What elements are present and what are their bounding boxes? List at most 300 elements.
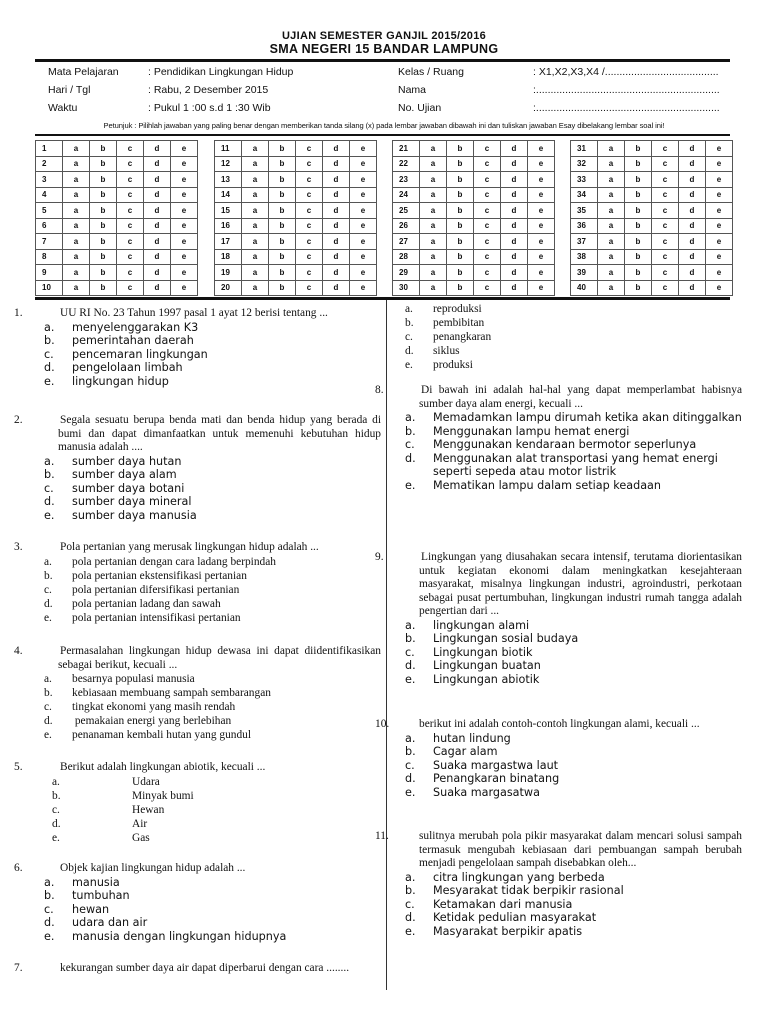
answer-option-c[interactable]: c: [652, 280, 679, 296]
option-letter: b.: [405, 632, 416, 646]
answer-option-d[interactable]: d: [679, 141, 706, 157]
answer-option-d[interactable]: d: [144, 203, 171, 219]
answer-option-b[interactable]: b: [447, 172, 474, 188]
option-text: penangkaran: [433, 331, 492, 343]
answer-option-d[interactable]: d: [323, 265, 350, 281]
answer-option-a[interactable]: a: [63, 172, 90, 188]
answer-option-e[interactable]: e: [528, 203, 555, 219]
answer-option-a[interactable]: a: [242, 172, 269, 188]
answer-option-e[interactable]: e: [706, 249, 733, 265]
option[interactable]: [36, 611, 381, 625]
answer-option-d[interactable]: d: [144, 187, 171, 203]
option[interactable]: [397, 925, 742, 939]
answer-option-d[interactable]: d: [501, 218, 528, 234]
question-options-continued: [397, 302, 742, 372]
option[interactable]: [36, 672, 381, 686]
answer-option-d[interactable]: d: [679, 156, 706, 172]
option[interactable]: [36, 775, 381, 789]
answer-option-b[interactable]: b: [269, 218, 296, 234]
answer-option-c[interactable]: c: [296, 249, 323, 265]
answer-option-c[interactable]: c: [652, 218, 679, 234]
answer-option-a[interactable]: a: [598, 265, 625, 281]
answer-option-b[interactable]: b: [90, 187, 117, 203]
answer-option-e[interactable]: e: [706, 172, 733, 188]
question-text: berikut ini adalah contoh-contoh lingkungan alami, kecuali ...: [419, 718, 700, 730]
option[interactable]: [397, 759, 742, 773]
option[interactable]: [36, 375, 381, 389]
option[interactable]: [397, 898, 742, 912]
answer-option-c[interactable]: c: [296, 234, 323, 250]
answer-option-e[interactable]: e: [171, 249, 198, 265]
answer-option-a[interactable]: a: [598, 280, 625, 296]
question-number: 1.: [14, 307, 23, 319]
answer-option-c[interactable]: c: [296, 280, 323, 296]
answer-option-a[interactable]: a: [242, 249, 269, 265]
option[interactable]: [397, 646, 742, 660]
answer-option-b[interactable]: b: [90, 141, 117, 157]
answer-option-b[interactable]: b: [269, 187, 296, 203]
question: [375, 551, 742, 686]
option[interactable]: [397, 659, 742, 673]
answer-option-c[interactable]: c: [652, 265, 679, 281]
answer-option-e[interactable]: e: [528, 156, 555, 172]
answer-option-b[interactable]: b: [269, 249, 296, 265]
answer-option-b[interactable]: b: [90, 265, 117, 281]
answer-option-b[interactable]: b: [90, 249, 117, 265]
answer-option-d[interactable]: d: [144, 265, 171, 281]
option[interactable]: [36, 686, 381, 700]
question: [375, 718, 742, 799]
info-value2[interactable]: :...............................................................: [533, 102, 720, 114]
answer-option-c[interactable]: c: [117, 203, 144, 219]
answer-option-e[interactable]: e: [528, 141, 555, 157]
answer-option-a[interactable]: a: [598, 141, 625, 157]
answer-option-e[interactable]: e: [350, 141, 377, 157]
option-letter: e.: [405, 359, 413, 371]
option[interactable]: [397, 884, 742, 898]
answer-option-b[interactable]: b: [447, 249, 474, 265]
answer-option-d[interactable]: d: [679, 249, 706, 265]
answer-option-e[interactable]: e: [706, 156, 733, 172]
answer-option-e[interactable]: e: [528, 249, 555, 265]
option[interactable]: [36, 321, 381, 335]
answer-option-a[interactable]: a: [63, 156, 90, 172]
answer-option-c[interactable]: c: [652, 172, 679, 188]
option[interactable]: [397, 302, 742, 316]
answer-option-b[interactable]: b: [269, 203, 296, 219]
option[interactable]: [36, 930, 381, 944]
answer-option-c[interactable]: c: [474, 172, 501, 188]
answer-option-a[interactable]: a: [242, 203, 269, 219]
option-letter: d.: [44, 361, 55, 375]
answer-option-d[interactable]: d: [501, 265, 528, 281]
option-text: Lingkungan sosial budaya: [433, 632, 579, 646]
answer-option-e[interactable]: e: [171, 141, 198, 157]
answer-option-d[interactable]: d: [679, 203, 706, 219]
answer-option-a[interactable]: a: [420, 203, 447, 219]
answer-option-e[interactable]: e: [171, 265, 198, 281]
option-letter: a.: [405, 870, 416, 884]
option[interactable]: [36, 361, 381, 375]
answer-option-d[interactable]: d: [323, 234, 350, 250]
answer-option-d[interactable]: d: [679, 280, 706, 296]
answer-option-a[interactable]: a: [63, 203, 90, 219]
answer-option-e[interactable]: e: [171, 280, 198, 296]
option-text: Gas: [132, 831, 150, 844]
option-text: Ketidak pedulian masyarakat: [433, 911, 597, 925]
answer-option-e[interactable]: e: [706, 141, 733, 157]
answer-option-e[interactable]: e: [706, 203, 733, 219]
answer-option-d[interactable]: d: [144, 280, 171, 296]
answer-option-d[interactable]: d: [679, 218, 706, 234]
answer-option-e[interactable]: e: [350, 265, 377, 281]
answer-number: 23: [393, 172, 420, 188]
answer-option-b[interactable]: b: [625, 265, 652, 281]
answer-option-c[interactable]: c: [296, 187, 323, 203]
answer-option-c[interactable]: c: [117, 280, 144, 296]
option[interactable]: [397, 358, 742, 372]
answer-option-e[interactable]: e: [171, 172, 198, 188]
option[interactable]: [36, 728, 381, 742]
answer-option-d[interactable]: d: [501, 156, 528, 172]
answer-option-b[interactable]: b: [625, 156, 652, 172]
answer-option-e[interactable]: e: [350, 280, 377, 296]
option[interactable]: [397, 745, 742, 759]
answer-option-d[interactable]: d: [323, 218, 350, 234]
option-text: Menggunakan kendaraan bermotor seperlunya: [433, 438, 697, 452]
option-text: Air: [132, 817, 148, 830]
answer-option-d[interactable]: d: [323, 172, 350, 188]
answer-option-c[interactable]: c: [474, 187, 501, 203]
answer-option-d[interactable]: d: [501, 234, 528, 250]
option-letter: c.: [44, 583, 52, 596]
option-letter: c.: [44, 902, 54, 916]
option[interactable]: [36, 583, 381, 597]
answer-option-b[interactable]: b: [269, 172, 296, 188]
answer-option-c[interactable]: c: [296, 218, 323, 234]
divider: [35, 59, 730, 62]
answer-option-b[interactable]: b: [447, 187, 474, 203]
answer-option-b[interactable]: b: [447, 234, 474, 250]
option[interactable]: [36, 468, 381, 482]
option[interactable]: [36, 817, 381, 831]
answer-option-a[interactable]: a: [420, 156, 447, 172]
answer-option-d[interactable]: d: [501, 141, 528, 157]
answer-option-b[interactable]: b: [625, 249, 652, 265]
answer-option-e[interactable]: e: [528, 172, 555, 188]
answer-option-d[interactable]: d: [323, 187, 350, 203]
answer-option-c[interactable]: c: [296, 203, 323, 219]
answer-option-e[interactable]: e: [350, 187, 377, 203]
answer-option-b[interactable]: b: [447, 280, 474, 296]
question-stem: [14, 307, 381, 321]
option-letter: d.: [44, 916, 55, 930]
option[interactable]: [397, 425, 742, 439]
answer-option-a[interactable]: a: [420, 172, 447, 188]
answer-option-c[interactable]: c: [652, 249, 679, 265]
answer-option-b[interactable]: b: [625, 203, 652, 219]
answer-number: 26: [393, 218, 420, 234]
option-letter: a.: [52, 775, 60, 788]
option[interactable]: [397, 330, 742, 344]
answer-option-c[interactable]: c: [652, 156, 679, 172]
answer-option-d[interactable]: d: [679, 234, 706, 250]
answer-option-d[interactable]: d: [144, 141, 171, 157]
option[interactable]: [397, 772, 742, 786]
option-text: pemerintahan daerah: [72, 334, 194, 348]
answer-option-b[interactable]: b: [90, 172, 117, 188]
answer-option-d[interactable]: d: [501, 187, 528, 203]
answer-option-b[interactable]: b: [447, 156, 474, 172]
answer-option-e[interactable]: e: [171, 203, 198, 219]
answer-option-b[interactable]: b: [90, 156, 117, 172]
option[interactable]: [397, 479, 742, 493]
answer-option-a[interactable]: a: [420, 187, 447, 203]
answer-option-c[interactable]: c: [652, 187, 679, 203]
answer-option-e[interactable]: e: [528, 265, 555, 281]
option[interactable]: [36, 495, 381, 509]
answer-option-a[interactable]: a: [598, 234, 625, 250]
answer-option-d[interactable]: d: [679, 187, 706, 203]
option[interactable]: [36, 831, 381, 845]
answer-option-d[interactable]: d: [144, 156, 171, 172]
answer-option-d[interactable]: d: [679, 172, 706, 188]
option[interactable]: [397, 673, 742, 687]
answer-option-a[interactable]: a: [598, 172, 625, 188]
answer-option-d[interactable]: d: [323, 280, 350, 296]
option[interactable]: [397, 452, 742, 479]
answer-option-c[interactable]: c: [117, 187, 144, 203]
answer-option-b[interactable]: b: [269, 141, 296, 157]
answer-option-b[interactable]: b: [269, 234, 296, 250]
answer-option-b[interactable]: b: [625, 141, 652, 157]
option[interactable]: [36, 876, 381, 890]
answer-option-a[interactable]: a: [242, 187, 269, 203]
option[interactable]: [397, 786, 742, 800]
answer-option-e[interactable]: e: [171, 218, 198, 234]
answer-option-c[interactable]: c: [474, 218, 501, 234]
answer-option-d[interactable]: d: [501, 249, 528, 265]
answer-option-d[interactable]: d: [323, 156, 350, 172]
option[interactable]: [397, 732, 742, 746]
answer-option-b[interactable]: b: [447, 203, 474, 219]
option-text: tingkat ekonomi yang masih rendah: [72, 701, 236, 713]
option[interactable]: [397, 344, 742, 358]
question-number: 3.: [14, 541, 23, 553]
option[interactable]: [36, 509, 381, 523]
answer-option-a[interactable]: a: [420, 265, 447, 281]
answer-option-b[interactable]: b: [447, 141, 474, 157]
answer-option-a[interactable]: a: [242, 265, 269, 281]
option[interactable]: [397, 632, 742, 646]
answer-option-a[interactable]: a: [598, 187, 625, 203]
option-text: pola pertanian intensifikasi pertanian: [72, 611, 241, 624]
answer-option-e[interactable]: e: [350, 218, 377, 234]
option[interactable]: [36, 569, 381, 583]
answer-option-b[interactable]: b: [625, 218, 652, 234]
answer-option-c[interactable]: c: [296, 265, 323, 281]
option-letter: a.: [405, 618, 416, 632]
answer-option-e[interactable]: e: [528, 234, 555, 250]
option[interactable]: [36, 455, 381, 469]
option-letter: d.: [44, 495, 55, 509]
answer-option-d[interactable]: d: [144, 249, 171, 265]
answer-option-d[interactable]: d: [501, 203, 528, 219]
answer-option-b[interactable]: b: [90, 280, 117, 296]
answer-option-c[interactable]: c: [117, 172, 144, 188]
answer-option-c[interactable]: c: [296, 172, 323, 188]
option[interactable]: [36, 700, 381, 714]
option-letter: b.: [405, 424, 416, 438]
answer-option-c[interactable]: c: [474, 249, 501, 265]
option[interactable]: [397, 911, 742, 925]
answer-option-b[interactable]: b: [269, 280, 296, 296]
answer-option-e[interactable]: e: [706, 265, 733, 281]
option[interactable]: [36, 334, 381, 348]
answer-option-d[interactable]: d: [501, 280, 528, 296]
answer-option-c[interactable]: c: [474, 203, 501, 219]
answer-option-c[interactable]: c: [296, 141, 323, 157]
answer-row: [36, 141, 198, 157]
answer-option-b[interactable]: b: [447, 218, 474, 234]
option-text: penanaman kembali hutan yang gundul: [72, 729, 252, 741]
answer-option-e[interactable]: e: [350, 234, 377, 250]
answer-option-a[interactable]: a: [420, 234, 447, 250]
option[interactable]: [36, 482, 381, 496]
answer-option-c[interactable]: c: [474, 280, 501, 296]
answer-option-e[interactable]: e: [528, 187, 555, 203]
answer-option-e[interactable]: e: [706, 234, 733, 250]
answer-option-d[interactable]: d: [144, 234, 171, 250]
answer-option-c[interactable]: c: [117, 141, 144, 157]
option-letter: a.: [44, 555, 52, 568]
answer-option-d[interactable]: d: [323, 141, 350, 157]
answer-option-c[interactable]: c: [652, 203, 679, 219]
option[interactable]: [36, 789, 381, 803]
answer-option-a[interactable]: a: [242, 234, 269, 250]
answer-option-a[interactable]: a: [242, 156, 269, 172]
answer-option-b[interactable]: b: [269, 265, 296, 281]
answer-option-a[interactable]: a: [242, 280, 269, 296]
answer-option-a[interactable]: a: [420, 249, 447, 265]
answer-option-a[interactable]: a: [420, 141, 447, 157]
answer-option-a[interactable]: a: [63, 218, 90, 234]
answer-option-a[interactable]: a: [63, 141, 90, 157]
answer-row: [571, 218, 733, 234]
answer-option-e[interactable]: e: [706, 187, 733, 203]
answer-option-a[interactable]: a: [63, 280, 90, 296]
answer-option-a[interactable]: a: [63, 234, 90, 250]
answer-option-e[interactable]: e: [350, 156, 377, 172]
answer-option-b[interactable]: b: [625, 280, 652, 296]
info-value2[interactable]: :...............................................................: [533, 84, 720, 96]
answer-option-c[interactable]: c: [474, 234, 501, 250]
answer-option-e[interactable]: e: [171, 187, 198, 203]
answer-option-c[interactable]: c: [117, 156, 144, 172]
option[interactable]: [397, 411, 742, 425]
answer-option-d[interactable]: d: [323, 249, 350, 265]
answer-option-d[interactable]: d: [323, 203, 350, 219]
answer-option-e[interactable]: e: [171, 156, 198, 172]
answer-option-a[interactable]: a: [598, 249, 625, 265]
answer-row: [215, 249, 377, 265]
answer-option-a[interactable]: a: [63, 249, 90, 265]
option[interactable]: [36, 348, 381, 362]
answer-option-b[interactable]: b: [90, 203, 117, 219]
answer-option-e[interactable]: e: [350, 249, 377, 265]
answer-option-a[interactable]: a: [420, 218, 447, 234]
option[interactable]: [397, 316, 742, 330]
info-value2[interactable]: : X1,X2,X3,X4 /.......................................: [533, 66, 719, 78]
answer-option-e[interactable]: e: [350, 172, 377, 188]
answer-option-c[interactable]: c: [296, 156, 323, 172]
answer-option-c[interactable]: c: [474, 265, 501, 281]
option-text: hutan lindung: [433, 731, 511, 745]
answer-option-c[interactable]: c: [117, 218, 144, 234]
answer-option-b[interactable]: b: [447, 265, 474, 281]
answer-option-c[interactable]: c: [652, 234, 679, 250]
option[interactable]: [36, 803, 381, 817]
option[interactable]: [36, 714, 381, 728]
divider: [35, 297, 730, 300]
answer-option-d[interactable]: d: [144, 218, 171, 234]
option[interactable]: [36, 916, 381, 930]
answer-option-e[interactable]: e: [171, 234, 198, 250]
answer-option-b[interactable]: b: [90, 234, 117, 250]
answer-option-c[interactable]: c: [117, 234, 144, 250]
option[interactable]: [36, 889, 381, 903]
answer-option-d[interactable]: d: [144, 172, 171, 188]
answer-option-b[interactable]: b: [625, 234, 652, 250]
option[interactable]: [36, 555, 381, 569]
answer-option-e[interactable]: e: [350, 203, 377, 219]
answer-option-a[interactable]: a: [420, 280, 447, 296]
answer-option-a[interactable]: a: [598, 218, 625, 234]
answer-option-e[interactable]: e: [706, 218, 733, 234]
option-letter: a.: [405, 731, 416, 745]
option[interactable]: [36, 597, 381, 611]
option-text: Mematikan lampu dalam setiap keadaan: [433, 478, 661, 492]
option[interactable]: [397, 438, 742, 452]
info-value: : Pukul 1 :00 s.d 1 :30 Wib: [148, 102, 271, 114]
answer-option-d[interactable]: d: [501, 172, 528, 188]
answer-option-c[interactable]: c: [117, 249, 144, 265]
answer-option-a[interactable]: a: [63, 265, 90, 281]
answer-option-e[interactable]: e: [528, 280, 555, 296]
answer-option-c[interactable]: c: [474, 141, 501, 157]
answer-option-a[interactable]: a: [242, 141, 269, 157]
answer-option-e[interactable]: e: [528, 218, 555, 234]
option-text: sumber daya manusia: [72, 508, 197, 522]
answer-option-c[interactable]: c: [474, 156, 501, 172]
answer-option-b[interactable]: b: [625, 172, 652, 188]
answer-option-a[interactable]: a: [598, 156, 625, 172]
option[interactable]: [397, 619, 742, 633]
answer-option-e[interactable]: e: [706, 280, 733, 296]
option[interactable]: [36, 903, 381, 917]
answer-option-c[interactable]: c: [117, 265, 144, 281]
answer-option-a[interactable]: a: [242, 218, 269, 234]
answer-option-d[interactable]: d: [679, 265, 706, 281]
answer-option-a[interactable]: a: [598, 203, 625, 219]
answer-option-b[interactable]: b: [269, 156, 296, 172]
answer-option-c[interactable]: c: [652, 141, 679, 157]
answer-option-a[interactable]: a: [63, 187, 90, 203]
answer-option-b[interactable]: b: [90, 218, 117, 234]
option-text: kebiasaan membuang sampah sembarangan: [72, 687, 271, 699]
option[interactable]: [397, 871, 742, 885]
answer-option-b[interactable]: b: [625, 187, 652, 203]
